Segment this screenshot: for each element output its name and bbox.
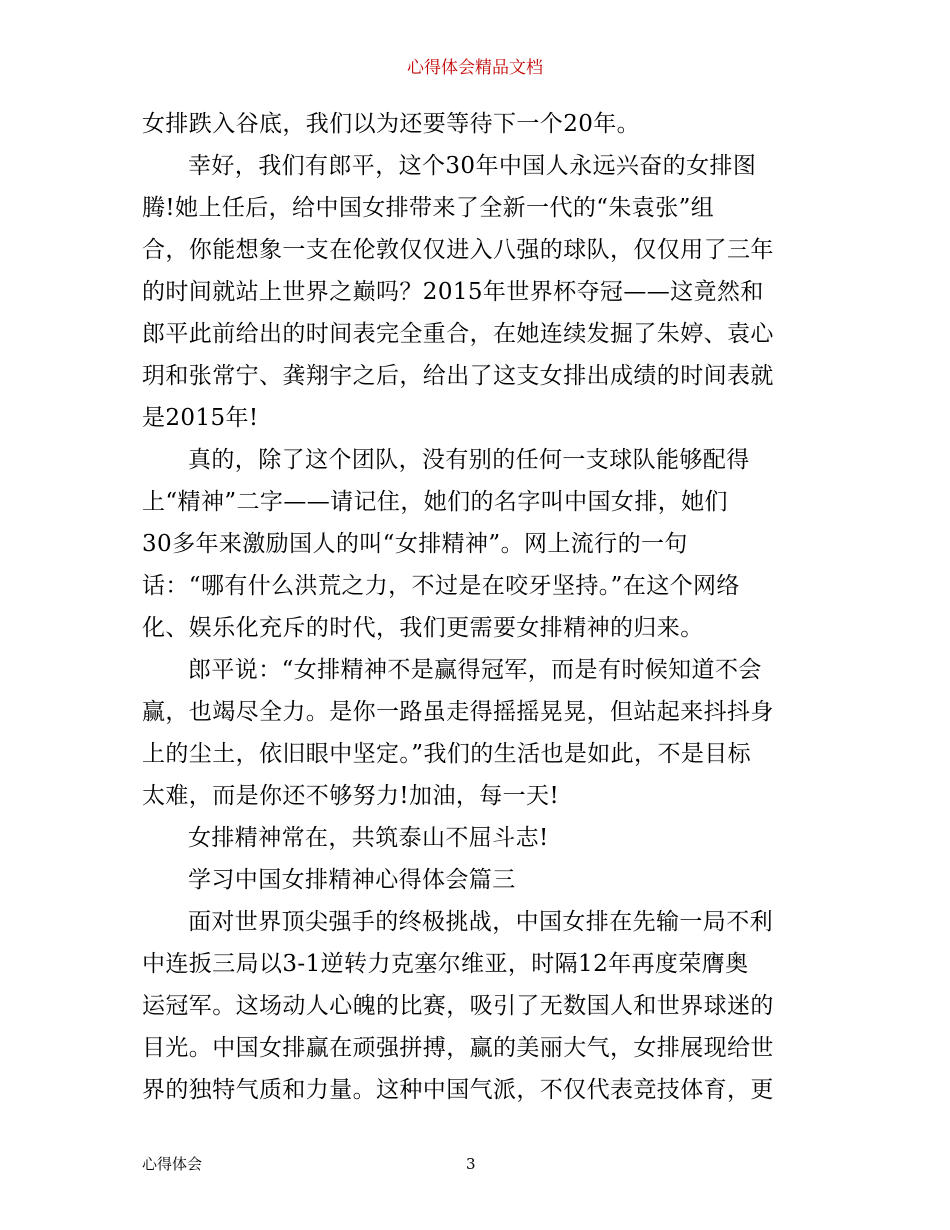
text-line: 幸好，我们有郎平，这个30年中国人永远兴奋的女排图: [188, 153, 757, 179]
page-header-title: 心得体会精品文档: [407, 58, 543, 78]
text-line: 郎平此前给出的时间表完全重合，在她连续发掘了朱婷、袁心: [142, 321, 774, 347]
text-line: 的时间就站上世界之巅吗？2015年世界杯夺冠——这竟然和: [142, 279, 764, 305]
page-number: 3: [466, 1155, 476, 1173]
text-line: 太难，而是你还不够努力!加油，每一天!: [142, 783, 560, 809]
text-line: 目光。中国女排赢在顽强拼搏，赢的美丽大气，女排展现给世: [142, 1035, 774, 1061]
section-heading: 学习中国女排精神心得体会篇三: [188, 867, 516, 893]
text-line: 化、娱乐化充斥的时代，我们更需要女排精神的归来。: [142, 615, 704, 641]
text-line: 运冠军。这场动人心魄的比赛，吸引了无数国人和世界球迷的: [142, 993, 774, 1019]
text-line: 上的尘土，依旧眼中坚定。”我们的生活也是如此，不是目标: [142, 741, 752, 767]
text-line: 女排精神常在，共筑泰山不屈斗志!: [188, 825, 549, 851]
text-line: 赢，也竭尽全力。是你一路虽走得摇摇晃晃，但站起来抖抖身: [142, 699, 774, 725]
text-line: 郎平说：“女排精神不是赢得冠军，而是有时候知道不会: [188, 657, 762, 683]
text-line: 话：“哪有什么洪荒之力，不过是在咬牙坚持。”在这个网络: [142, 573, 740, 599]
text-line: 上“精神”二字——请记住，她们的名字叫中国女排，她们: [142, 489, 728, 515]
document-body: [142, 103, 822, 1111]
text-line: 面对世界顶尖强手的终极挑战，中国女排在先输一局不利: [188, 909, 773, 935]
text-line: 是2015年!: [142, 405, 259, 431]
text-line: 玥和张常宁、龚翔宇之后，给出了这支女排出成绩的时间表就: [142, 363, 774, 389]
text-line: 合，你能想象一支在伦敦仅仅进入八强的球队，仅仅用了三年: [142, 237, 774, 263]
footer-label: 心得体会: [142, 1155, 203, 1173]
text-line: 真的，除了这个团队，没有别的任何一支球队能够配得: [188, 447, 750, 473]
text-line: 女排跌入谷底，我们以为还要等待下一个20年。: [142, 111, 641, 137]
text-line: 腾!她上任后，给中国女排带来了全新一代的“朱袁张”组: [142, 195, 715, 221]
text-line: 中连扳三局以3-1逆转力克塞尔维亚，时隔12年再度荣膺奥: [142, 951, 749, 977]
text-line: 界的独特气质和力量。这种中国气派，不仅代表竞技体育，更: [142, 1077, 774, 1103]
text-line: 30多年来激励国人的叫“女排精神”。网上流行的一句: [142, 531, 688, 557]
